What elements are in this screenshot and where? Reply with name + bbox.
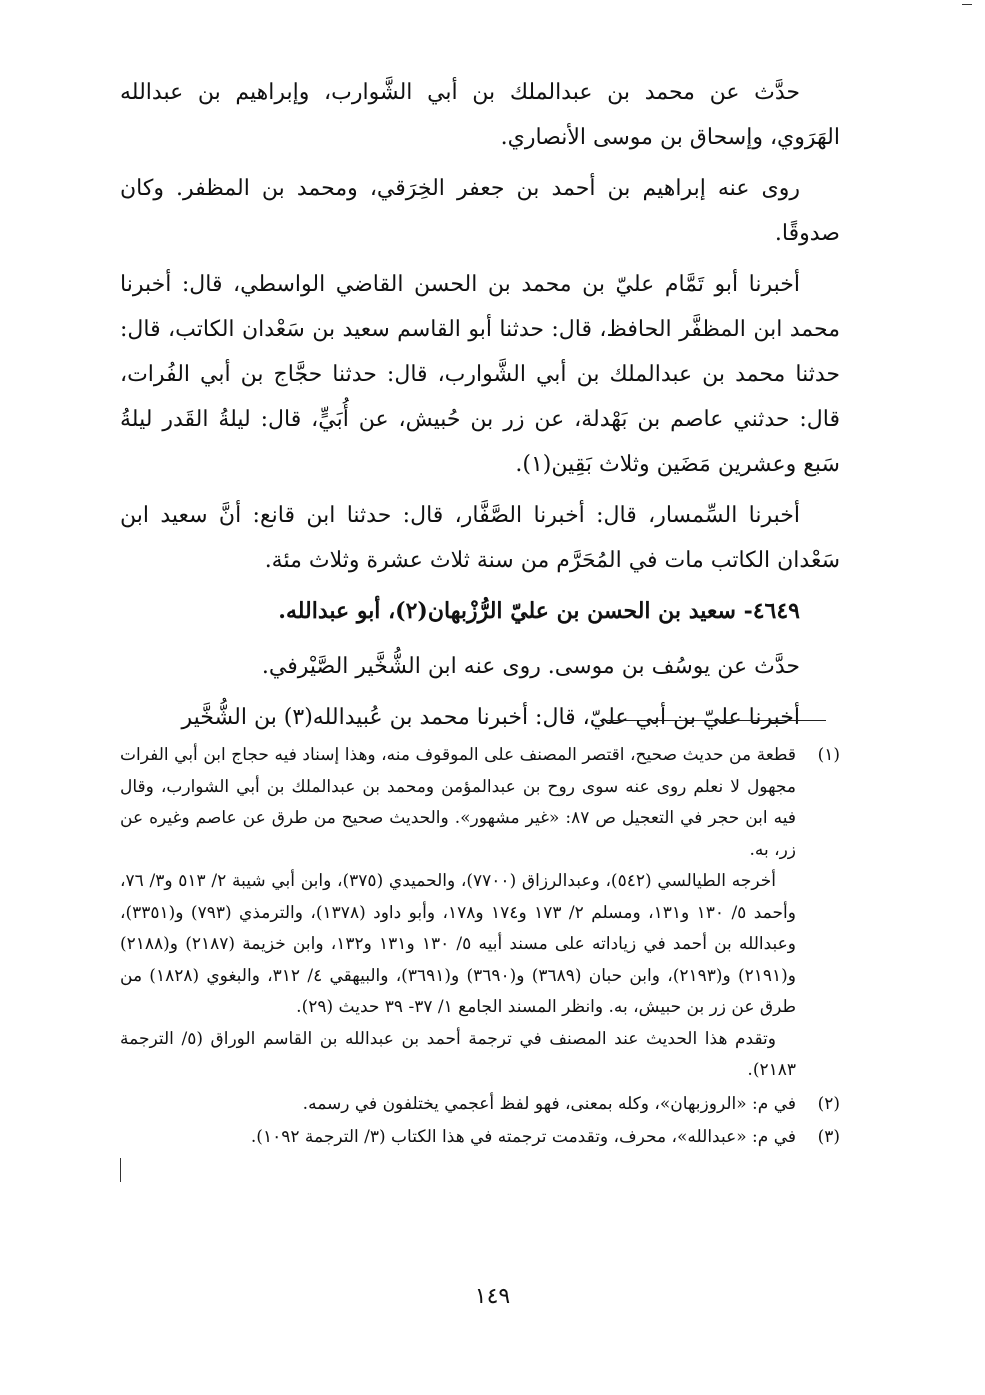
footnote-2 bbox=[120, 1089, 840, 1121]
footnotes bbox=[120, 740, 840, 1156]
paragraph: حدَّث عن محمد بن عبدالملك بن أبي الشَّوارب، وإبراهيم بن عبدالله الهَرَوي، وإسحاق بن موسى الأنصاري. bbox=[120, 80, 840, 150]
paragraph: أخبرنا عليّ بن أبي عليّ، قال: أخبرنا محمد بن عُبيدالله(٣) بن الشُّخَّير bbox=[181, 705, 800, 730]
footnote-1 bbox=[120, 740, 840, 1087]
footnote-text: في م: «الروزبهان»، وكله بمعنى، فهو لفظ أعجمي يختلفون في رسمه. bbox=[302, 1093, 796, 1114]
footnote-number: (٣) bbox=[817, 1127, 840, 1147]
footnote-text: وتقدم هذا الحديث عند المصنف في ترجمة أحمد بن عبدالله بن القاسم الوراق (٥/ الترجمة ٢١٨٣). bbox=[120, 1028, 796, 1080]
entry-heading: ٤٦٤٩- سعيد بن الحسن بن عليّ الرُّزْبهان(٢)، أبو عبدالله. bbox=[278, 598, 800, 624]
scan-mark-top bbox=[962, 4, 972, 5]
footnote-text: أخرجه الطيالسي (٥٤٢)، وعبدالرزاق (٧٧٠٠)، والحميدي (٣٧٥)، وابن أبي شيبة ٢/ ٥١٣ و٣/ ٧٦، وأحمد ٥/ ١٣٠ و١٣١، ومسلم ٢/ ١٧٣ و١٧٤ و١٧٨، وأبو داود (١٣٧٨)، والترمذي (٧٩٣) و(٣٣٥١)، وعبدالله بن أحمد في زياداته على مسند أبيه ٥/ ١٣٠ و١٣١ و١٣٢، وابن خزيمة (٢١٨٧) و(٢١٨٨) و(٢١٩١) و(٢١٩٣)، وابن حبان (٣٦٨٩) و(٣٦٩٠) و(٣٦٩١)، والبيهقي ٤/ ٣١٢، والبغوي (١٨٢٨) من طرق عن زر بن حبيش، به. وانظر المسند الجامع ١/ ٣٧- ٣٩ حديث (٢٩). bbox=[120, 871, 797, 1017]
footnote-number: (١) bbox=[817, 745, 840, 765]
footnote-text: قطعة من حديث صحيح، اقتصر المصنف على الموقوف منه، وهذا إسناد فيه حجاج ابن أبي الفرات مجهول لا نعلم روى عنه سوى روح بن عبدالمؤمن ومحمد بن عبدالملك بن أبي الشوارب، وقال فيه ابن حجر في التعجيل ص ٨٧: «غير مشهور». والحديث صحيح من طرق عن عاصم وغيره عن زر، به. bbox=[120, 745, 796, 860]
footnote-separator bbox=[600, 720, 826, 721]
paragraph: حدَّث عن يوسُف بن موسى. روى عنه ابن الشُّخَّير الصَّيْرفي. bbox=[261, 654, 800, 679]
paragraph: أخبرنا أبو تَمَّام عليّ بن محمد بن الحسن القاضي الواسطي، قال: أخبرنا محمد ابن المظفَّر الحافظ، قال: حدثنا أبو القاسم سعيد بن سَعْدان الكاتب، قال: حدثنا محمد بن عبدالملك بن أبي الشَّوارب، قال: حدثنا حجَّاج بن أبي الفُرات، قال: حدثني عاصم بن بَهْدلة، عن زر بن حُبيش، عن أُبَيٍّ، قال: ليلةُ القَدر ليلةُ سَبع وعشرين مَضَين وثلاث بَقِين(١). bbox=[120, 272, 840, 477]
footnote-3 bbox=[120, 1122, 840, 1154]
page-number: ١٤٩ bbox=[474, 1284, 511, 1309]
footnote-text: في م: «عبدالله»، محرف، وتقدمت ترجمته في هذا الكتاب (٣/ الترجمة ١٠٩٢). bbox=[250, 1127, 796, 1147]
paragraph: أخبرنا السِّمسار، قال: أخبرنا الصَّفَّار، قال: حدثنا ابن قانع: أنَّ سعيد ابن سَعْدان الكاتب مات في المُحَرَّم من سنة ثلاث عشرة وثلاث مئة. bbox=[120, 503, 840, 573]
main-text bbox=[120, 70, 840, 746]
footnote-number: (٢) bbox=[817, 1093, 840, 1114]
paragraph: روى عنه إبراهيم بن أحمد بن جعفر الخِرَقي، ومحمد بن المظفر. وكان صدوقًا. bbox=[120, 176, 840, 246]
scan-mark-left bbox=[120, 1158, 121, 1182]
